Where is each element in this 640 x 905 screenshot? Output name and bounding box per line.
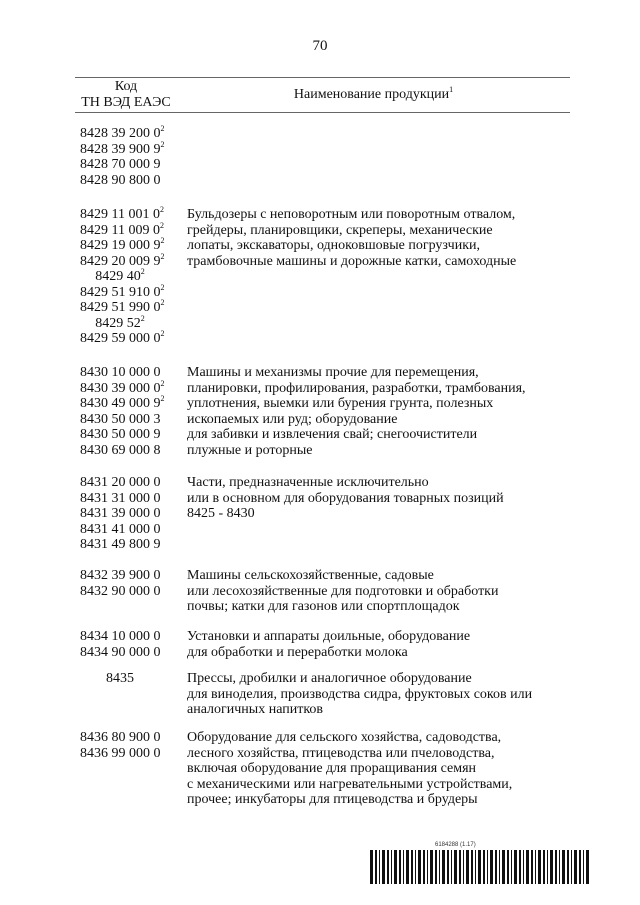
description-line: или в основном для оборудования товарных позиций	[187, 490, 504, 506]
barcode-bar	[394, 850, 397, 884]
barcode-bar	[447, 850, 449, 884]
description-line: уплотнения, выемки или бурения грунта, полезных	[187, 396, 494, 411]
barcode-bar	[387, 850, 389, 884]
tnved-code: 8429 51 910 $0^2$	[80, 282, 165, 300]
barcode-bar	[471, 850, 473, 884]
barcode-bar	[382, 850, 385, 884]
tnved-code: 8430 69 000 8	[80, 442, 161, 458]
codes-cell	[80, 207, 190, 347]
description-line: лесного хозяйства, птицеводства или пчеловодства,	[187, 745, 495, 761]
codes-cell	[80, 126, 190, 188]
tnved-code: 8430 10 000 0	[80, 365, 161, 380]
name-column-header	[177, 87, 570, 103]
name-header-text: Наименование продукции	[293, 87, 450, 102]
document-stamp: 6184288 (1.17)	[435, 842, 476, 848]
description-line: Установки и аппараты доильные, оборудование	[187, 629, 471, 644]
barcode-bar	[538, 850, 541, 884]
barcode-bar	[411, 850, 413, 884]
tnved-code: 8432 39 900 0	[80, 568, 161, 583]
barcode-bar	[550, 850, 553, 884]
barcode-bar	[519, 850, 521, 884]
description-line: грейдеры, планировщики, скреперы, механические	[187, 222, 493, 238]
description-line: включая оборудование для проращивания семян	[187, 761, 477, 776]
description-line: Части, предназначенные исключительно	[187, 475, 429, 490]
barcode-bar	[483, 850, 485, 884]
barcode-bar	[586, 850, 589, 884]
product-description	[187, 671, 572, 718]
code-header-line2: ТН ВЭД ЕАЭС	[81, 95, 171, 110]
product-description	[187, 475, 572, 522]
barcode-bar	[399, 850, 401, 884]
barcode-bar	[531, 850, 533, 884]
barcode-bar	[571, 850, 572, 884]
tnved-code: 8430 50 000 9	[80, 427, 161, 442]
barcode-bar	[459, 850, 461, 884]
tnved-code: 8429 20 009 $9^2$	[80, 251, 165, 269]
barcode-bar	[547, 850, 548, 884]
codes-cell	[80, 730, 190, 761]
barcode-bar	[559, 850, 560, 884]
tnved-code: 8430 39 000 $0^2$	[80, 378, 165, 396]
barcode-bar	[555, 850, 557, 884]
footnote-marker: 1	[449, 85, 454, 94]
tnved-code: 8432 90 000 0	[80, 583, 161, 599]
barcode-bar	[507, 850, 509, 884]
tnved-code: 8429 59 000 $0^2$	[80, 329, 165, 346]
barcode-bar	[454, 850, 457, 884]
barcode-bar	[487, 850, 488, 884]
codes-cell	[80, 629, 190, 660]
barcode-bar	[535, 850, 536, 884]
barcode-bar	[475, 850, 476, 884]
tnved-code: 8429 19 000 $9^2$	[80, 236, 165, 253]
barcode	[370, 850, 592, 884]
description-line: Бульдозеры с неповоротным или поворотным отвалом,	[187, 207, 516, 222]
description-line: для забивки и извлечения свай; снегоочистители	[187, 427, 478, 442]
barcode-bar	[478, 850, 481, 884]
description-line: прочее; инкубаторы для птицеводства и брудеры	[187, 792, 478, 807]
barcode-bar	[406, 850, 409, 884]
barcode-bar	[463, 850, 464, 884]
barcode-bar	[495, 850, 497, 884]
code-column-header	[75, 79, 177, 111]
barcode-bar	[514, 850, 517, 884]
tnved-code: 8436 99 000 0	[80, 745, 161, 761]
description-line: для обработки и переработки молока	[187, 644, 408, 660]
tnved-code: 8428 39 900 $9^2$	[80, 139, 165, 157]
code-header-line1: Код	[114, 79, 138, 94]
barcode-bar	[375, 850, 377, 884]
tnved-code: 8429 11 001 $0^2$	[80, 205, 164, 222]
tnved-code: 8430 50 000 3	[80, 411, 161, 427]
barcode-bar	[466, 850, 469, 884]
tnved-code: 8431 20 000 0	[80, 475, 161, 490]
tnved-code: 8429 $40^2$	[95, 267, 145, 284]
description-line: трамбовочные машины и дорожные катки, самоходные	[187, 253, 517, 269]
barcode-bar	[427, 850, 428, 884]
tnved-code: 8429 11 009 $0^2$	[80, 220, 164, 238]
product-description	[187, 207, 572, 269]
barcode-bar	[490, 850, 493, 884]
codes-cell	[80, 568, 190, 599]
codes-cell	[80, 365, 190, 458]
description-line: Оборудование для сельского хозяйства, садоводства,	[187, 730, 502, 745]
product-description	[187, 568, 572, 615]
product-description	[187, 629, 572, 660]
barcode-bar	[583, 850, 584, 884]
tnved-code: 8436 80 900 0	[80, 730, 161, 745]
description-line: почвы; катки для газонов или спортплощадок	[187, 599, 460, 614]
barcode-bar	[430, 850, 433, 884]
description-line: лопаты, экскаваторы, одноковшовые погрузчики,	[187, 238, 481, 253]
tnved-code: 8428 90 800 0	[80, 172, 161, 188]
tnved-code: 8434 90 000 0	[80, 644, 161, 660]
tnved-code: 8431 39 000 0	[80, 506, 161, 521]
barcode-bar	[403, 850, 404, 884]
barcode-bar	[442, 850, 445, 884]
tnved-code: 8431 41 000 0	[80, 521, 161, 537]
description-line: или лесохозяйственные для подготовки и обработки	[187, 583, 499, 599]
description-line: ископаемых или руд; оборудование	[187, 411, 398, 427]
barcode-bar	[511, 850, 512, 884]
product-description	[187, 365, 572, 458]
barcode-bar	[439, 850, 440, 884]
description-line: плужные и роторные	[187, 442, 313, 458]
tnved-code: 8429 51 990 $0^2$	[80, 298, 165, 315]
tnved-code: 8431 31 000 0	[80, 490, 161, 506]
barcode-bar	[502, 850, 505, 884]
codes-cell	[80, 671, 190, 687]
tnved-code: 8434 10 000 0	[80, 629, 161, 644]
tnved-code: 8428 39 200 $0^2$	[80, 124, 165, 141]
description-line: планировки, профилирования, разработки, трамбования,	[187, 380, 526, 396]
description-line: для виноделия, производства сидра, фруктовых соков или	[187, 686, 533, 702]
barcode-bar	[418, 850, 421, 884]
barcode-bar	[451, 850, 452, 884]
description-line: Машины и механизмы прочие для перемещения,	[187, 365, 479, 380]
barcode-bar	[415, 850, 416, 884]
barcode-bar	[523, 850, 524, 884]
tnved-code: 8430 49 000 $9^2$	[80, 394, 165, 411]
description-line: 8425 - 8430	[187, 506, 255, 521]
tnved-code: 8435	[106, 671, 134, 686]
codes-cell	[80, 475, 190, 553]
barcode-bar	[423, 850, 425, 884]
barcode-bar	[526, 850, 529, 884]
barcode-bar	[391, 850, 392, 884]
description-line: с механическими или нагревательными устройствами,	[187, 776, 513, 792]
barcode-bar	[562, 850, 565, 884]
description-line: Прессы, дробилки и аналогичное оборудование	[187, 671, 472, 686]
barcode-bar	[379, 850, 380, 884]
tnved-code: 8428 70 000 9	[80, 157, 161, 172]
barcode-bar	[574, 850, 577, 884]
page-number: 70	[312, 38, 328, 54]
barcode-bar	[499, 850, 500, 884]
description-line: аналогичных напитков	[187, 702, 324, 717]
tnved-code: 8429 $52^2$	[95, 313, 145, 331]
barcode-bar	[370, 850, 373, 884]
product-description	[187, 730, 572, 808]
barcode-bar	[567, 850, 569, 884]
table-header	[75, 77, 570, 113]
barcode-bar	[543, 850, 545, 884]
description-line: Машины сельскохозяйственные, садовые	[187, 568, 434, 583]
tnved-code: 8431 49 800 9	[80, 537, 161, 552]
barcode-bar	[579, 850, 581, 884]
barcode-bar	[435, 850, 437, 884]
